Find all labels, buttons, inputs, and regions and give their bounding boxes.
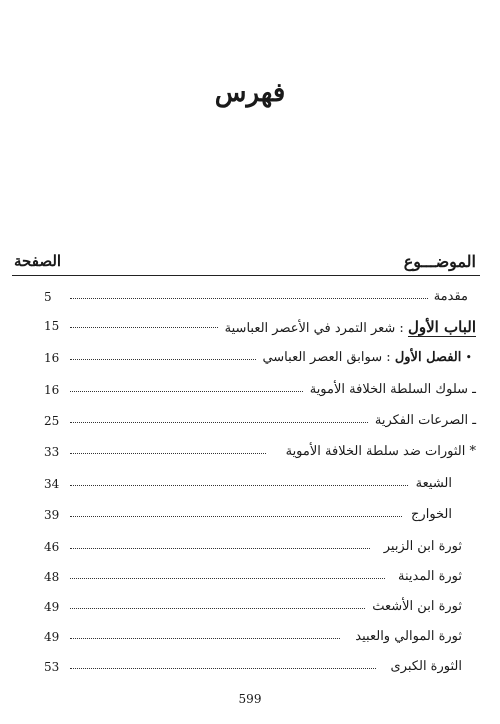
- entry-text: مقدمة: [428, 289, 468, 304]
- dot-leader: [70, 391, 305, 392]
- entry-page: 46: [44, 540, 60, 554]
- toc-entry: [12, 507, 480, 529]
- entry-text: ثورة ابن الزبير: [378, 539, 462, 554]
- toc-entry: [12, 444, 480, 466]
- entry-text: [256, 350, 472, 365]
- entry-text: ـ الصرعات الفكرية: [369, 413, 476, 428]
- header-rule: [12, 275, 480, 276]
- entry-page: 49: [44, 630, 60, 644]
- entry-text: ثورة المدينة: [392, 569, 462, 584]
- toc-entry: [12, 289, 480, 311]
- toc-entry: [12, 350, 480, 372]
- entry-page: 33: [44, 445, 60, 459]
- entry-text: ـ سلوك السلطة الخلافة الأموية: [304, 382, 476, 397]
- entry-page: 15: [44, 319, 60, 333]
- toc-entry: [12, 599, 480, 621]
- entry-text: الشيعة: [410, 476, 452, 491]
- dot-leader: [70, 516, 402, 517]
- page-title: فهرس: [214, 78, 286, 108]
- toc-entry: [12, 476, 480, 498]
- entry-text: ثورة الموالي والعبيد: [349, 629, 462, 644]
- dot-leader: [70, 485, 408, 486]
- dot-leader: [70, 298, 430, 299]
- entry-text: الخوارج: [405, 507, 452, 522]
- dot-leader: [70, 638, 340, 639]
- header-page: الصفحة: [14, 252, 62, 270]
- entry-page: 16: [44, 383, 60, 397]
- entry-page: 34: [44, 477, 60, 491]
- entry-page: 25: [44, 414, 60, 428]
- entry-page: 39: [44, 508, 60, 522]
- dot-leader: [70, 422, 370, 423]
- part-label: الباب الأول: [407, 318, 476, 336]
- dot-leader: [70, 668, 376, 669]
- toc-entry: [12, 629, 480, 651]
- entry-text: ثورة ابن الأشعث: [366, 599, 462, 614]
- entry-page: 49: [44, 600, 60, 614]
- dot-leader: [70, 548, 370, 549]
- entry-page: 53: [44, 660, 60, 674]
- chapter-title: : سوابق العصر العباسي: [262, 350, 391, 365]
- toc-entry: [12, 382, 480, 404]
- entry-text: الثورة الكبرى: [385, 659, 462, 674]
- dot-leader: [70, 327, 240, 328]
- dot-leader: [70, 608, 365, 609]
- toc-entry: [12, 318, 480, 340]
- toc-entry: [12, 413, 480, 435]
- entry-page: 16: [44, 351, 60, 365]
- entry-page: 5: [44, 290, 52, 304]
- page-number: 599: [238, 692, 262, 706]
- toc-entry: [12, 539, 480, 561]
- toc-header: [12, 252, 480, 274]
- part-title: : شعر التمرد في الأعصر العباسية: [224, 321, 404, 336]
- entry-text: [219, 318, 476, 336]
- toc-entry: [12, 659, 480, 681]
- dot-leader: [70, 578, 385, 579]
- entry-text: * الثورات ضد سلطة الخلافة الأموية: [280, 444, 476, 459]
- dot-leader: [70, 359, 268, 360]
- toc-entry: [12, 569, 480, 591]
- bullet-icon: •: [465, 351, 472, 364]
- chapter-label: الفصل الأول: [394, 350, 462, 365]
- entry-page: 48: [44, 570, 60, 584]
- header-topic: الموضـــوع: [403, 252, 476, 271]
- dot-leader: [70, 453, 266, 454]
